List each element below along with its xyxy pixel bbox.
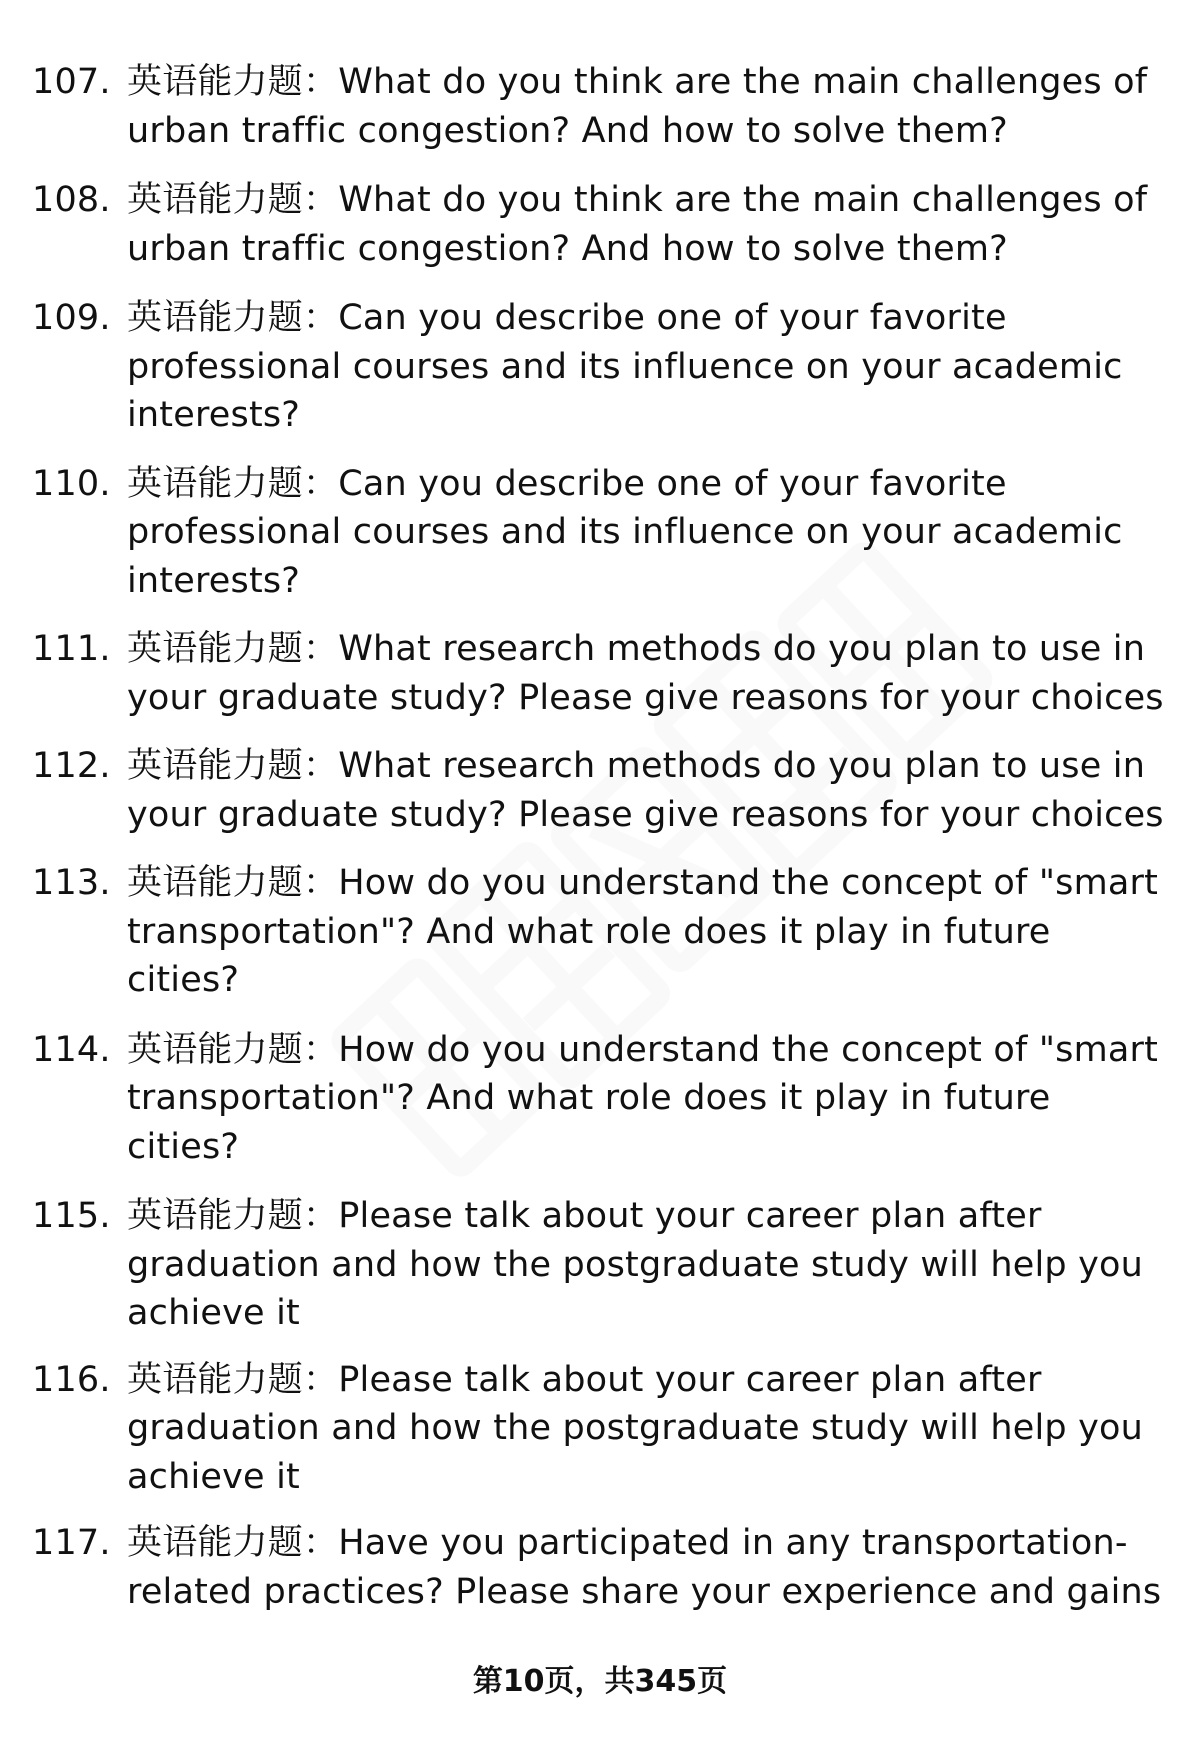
question-label: 英语能力题 xyxy=(127,1359,304,1400)
question-item-116 xyxy=(0,1356,1200,1502)
question-separator: ： xyxy=(303,863,339,903)
question-body xyxy=(127,460,1167,606)
question-item-110 xyxy=(0,460,1200,606)
question-separator: ： xyxy=(303,629,339,669)
question-text: What do you think are the main challenges of urban traffic congestion? And how to solve them? xyxy=(127,180,1148,269)
question-label: 英语能力题 xyxy=(127,746,304,786)
question-body xyxy=(127,742,1167,839)
question-text: Have you participated in any transportation-related practices? Please share your experience and gains xyxy=(127,1523,1162,1612)
question-item-115 xyxy=(0,1192,1200,1338)
question-separator: ： xyxy=(303,1196,339,1236)
question-label: 英语能力题 xyxy=(127,298,304,338)
question-number: 112. xyxy=(32,746,111,786)
question-separator: ： xyxy=(303,463,339,504)
question-body xyxy=(127,625,1167,722)
question-label: 英语能力题 xyxy=(127,62,304,102)
question-item-108 xyxy=(0,176,1200,273)
question-separator: ： xyxy=(303,62,339,102)
question-body xyxy=(127,176,1167,273)
question-text: Can you describe one of your favorite professional courses and its influence on your academic interests? xyxy=(127,463,1123,601)
question-label: 英语能力题 xyxy=(127,1523,304,1563)
question-body xyxy=(127,58,1167,155)
question-number: 113. xyxy=(32,863,111,903)
question-text: What do you think are the main challenges of urban traffic congestion? And how to solve them? xyxy=(127,62,1148,151)
question-item-111 xyxy=(0,625,1200,722)
question-text: What research methods do you plan to use in your graduate study? Please give reasons for your choices xyxy=(127,746,1164,835)
question-label: 英语能力题 xyxy=(127,180,304,220)
question-separator: ： xyxy=(303,1523,339,1563)
question-list xyxy=(0,58,1200,1616)
question-text: Can you describe one of your favorite professional courses and its influence on your academic interests? xyxy=(127,298,1123,435)
question-separator: ： xyxy=(303,1029,339,1070)
question-body xyxy=(127,1356,1167,1502)
question-separator: ： xyxy=(303,1359,339,1400)
question-number: 110. xyxy=(32,463,111,504)
page-counter: 第10页，共345页 xyxy=(472,1664,728,1699)
question-number: 111. xyxy=(32,629,111,669)
question-label: 英语能力题 xyxy=(127,629,304,669)
question-number: 117. xyxy=(32,1523,111,1563)
question-item-112 xyxy=(0,742,1200,839)
question-label: 英语能力题 xyxy=(127,463,304,504)
question-body xyxy=(127,859,1167,1005)
question-item-107 xyxy=(0,58,1200,155)
question-item-113 xyxy=(0,859,1200,1005)
question-item-114 xyxy=(0,1026,1200,1172)
question-text: What research methods do you plan to use in your graduate study? Please give reasons for your choices xyxy=(127,629,1164,718)
question-label: 英语能力题 xyxy=(127,863,304,903)
question-body xyxy=(127,294,1167,440)
question-item-109 xyxy=(0,294,1200,440)
question-body xyxy=(127,1519,1167,1616)
question-text: Please talk about your career plan after graduation and how the postgraduate study will help you achieve it xyxy=(127,1196,1144,1333)
question-number: 109. xyxy=(32,298,111,338)
question-separator: ： xyxy=(303,298,339,338)
page-footer xyxy=(0,1662,1200,1702)
question-separator: ： xyxy=(303,746,339,786)
question-text: Please talk about your career plan after graduation and how the postgraduate study will help you achieve it xyxy=(127,1359,1144,1497)
question-item-117 xyxy=(0,1519,1200,1616)
question-number: 114. xyxy=(32,1029,111,1070)
question-number: 115. xyxy=(32,1196,111,1236)
question-label: 英语能力题 xyxy=(127,1196,304,1236)
question-text: How do you understand the concept of "smart transportation"? And what role does it play in future cities? xyxy=(127,1029,1159,1167)
question-text: How do you understand the concept of "smart transportation"? And what role does it play in future cities? xyxy=(127,863,1159,1000)
question-body xyxy=(127,1026,1167,1172)
question-number: 116. xyxy=(32,1359,111,1400)
question-number: 108. xyxy=(32,180,111,220)
question-label: 英语能力题 xyxy=(127,1029,304,1070)
question-separator: ： xyxy=(303,180,339,220)
question-body xyxy=(127,1192,1167,1338)
question-number: 107. xyxy=(32,62,111,102)
